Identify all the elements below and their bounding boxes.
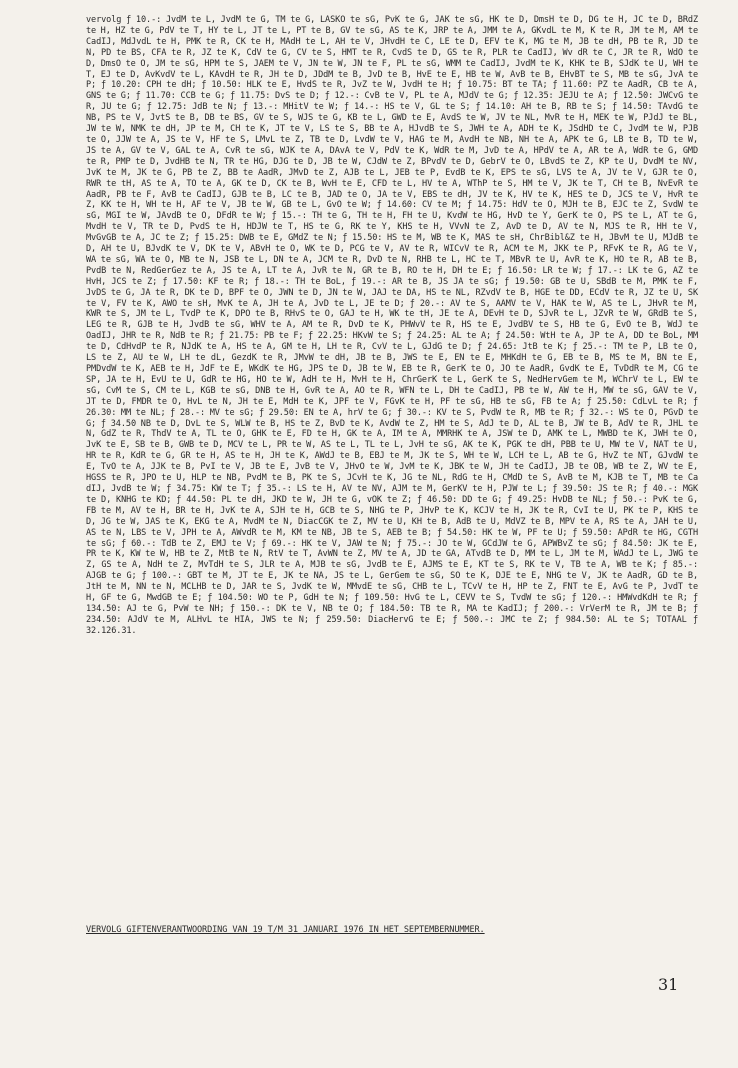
continuation-note: VERVOLG GIFTENVERANTWOORDING VAN 19 T/M 31 JANUARI 1976 IN HET SEPTEMBERNUMMER. [86,925,485,935]
donation-list-text: vervolg ƒ 10.-: JvdM te L, JvdM te G, TM te G, LASKO te sG, PvK te G, JAK te sG, HK te D, DmsH te D, DG te H, JC te D, BRdZ te H, HZ te G, PdV te T, HY te L, JT te L, PT te B, GV te sG, AS te K, JRP te A, JMM te A, GKvdL te M, K te R, JM te M, AM te CadIJ, MdJvdL te H, PMK te R, CK te H, MAdH te L, AH te V, JHvdH te C, LE te D, EFV te K, MG te M, JB te dH, PB te R, JD te N, PD te BS, CFA te R, JZ te K, CdV te G, CV te S, HMT te R, CvdS te D, GS te R, PLR te CadIJ, Wv dR te C, JR te R, WdO te D, DmsO te O, JM te sG, HPM te S, JAEM te V, JN te W, JN te F, PL te sG, WMM te CadIJ, JvdM te K, KHK te B, SJdK te U, WH te T, EJ te D, AvKvdV te L, KAvdH te R, JH te D, JDdM te B, JvD te B, HvE te E, HB te W, AvB te B, EHvBT te S, MB te sG, JvA te P; ƒ 10.20: CPH te dH; ƒ 10.50: HLK te E, HvdS te R, JvZ te W, JvdH te H; ƒ 10.75: BT te TA; ƒ 11.60: PZ te AadR, CB te A, GNS te G; ƒ 11.70: CCB te G; ƒ 11.75: DvS te D; ƒ 12.-: CvB te V, PL te A, MJdV te G; ƒ 12.35: JEJU te A; ƒ 12.50: JWCvG te R, JU te G; ƒ 12.75: JdB te N; ƒ 13.-: MHitV te W; ƒ 14.-: HS te V, GL te S; ƒ 14.10: AH te B, RB te S; ƒ 14.50: TAvdG te NB, PS te V, JvtS te B, DB te BS, GV te S, WJS te G, KB te L, GWD te E, AvdS te W, JV te NL, MvR te H, MEK te W, PJdJ te BL, JW te W, NMK te dH, JP te M, CH te K, JT te V, LS te S, BB te A, HJvdB te S, JWH te A, ADH te K, JSdHD te C, JvdM te W, PJB te O, JJW te A, JS te V, HF te S, LMvL te Z, TB te D, LvdW te V, HAG te M, AvdH te NB, NH te A, APK te G, LB te B, TD te W, JS te A, GV te V, GAL te A, CvR te sG, WJK te A, DAvA te V, PdV te K, WdR te M, JvD te A, HPdV te A, AR te A, WdR te G, GMD te R, PMP te D, JvdHB te N, TR te HG, DJG te D, JB te W, CJdW te Z, BPvdV te D, GebrV te O, LBvdS te Z, KP te U, DvdM te NV, JvK te M, JK te G, PB te Z, BB te AadR, JMvD te Z, AJB te L, JEB te P, EvdB te K, EPS te sG, LVS te A, JV te V, GJR te O, RWR te tH, AS te A, TO te A, GK te D, CK te B, WvH te E, CFD te L, HV te A, WThP te S, HM te V, JK te T, CH te B, NvEvR te AadR, PB te F, AvB te CadIJ, GJB te B, LC te B, JAD te O, JA te V, EBS te dH, JV te K, HV te K, HES te D, JCS te V, HvR te Z, KK te H, WH te H, AF te V, JB te W, GB te L, GvO te W; ƒ 14.60: CV te M; ƒ 14.75: HdV te O, MJH te B, EJC te Z, SvdW te sG, MGI te W, JAvdB te O, DFdR te W; ƒ 15.-: TH te G, TH te H, FH te U, KvdW te HG, HvD te Y, GerK te O, PS te L, AT te G, MvdH te V, TR te D, PvdS te H, HDJW te T, HS te G, RK te Y, KHS te H, VVvN te Z, AvD te D, AV te N, MJS te R, HH te V, MvGvGB te A, JC te Z; ƒ 15.25: DWB te E, GMdZ te N; ƒ 15.50: HS te M, WB te K, MAS te sH, ChrBibl&Z te H, JBvM te U, MJdB te D, AH te U, BJvdK te V, DK te V, ABvH te O, WK te D, PCG te V, AV te R, WICvV te R, ACM te M, JKK te P, RFvK te R, AG te V, WA te sG, WA te O, MB te N, JSB te L, DN te A, JCM te R, DvD te N, RHB te L, HC te T, MBvR te U, AvR te K, HO te R, AB te B, PvdB te N, RedGerGez te A, JS te A, LT te A, JvR te N, GR te B, RO te H, DH te E; ƒ 16.50: LR te W; ƒ 17.-: LK te G, AZ te HvH, JCS te Z; ƒ 17.50: KF te R; ƒ 18.-: TH te BoL, ƒ 19.-: AR te B, JS JA te sG; ƒ 19.50: GB te U, SBdB te M, PMK te F, JvDS te G, JA te R, DK te D, BPF te O, JWN te D, JN te W, JAJ te DA, HS te NL, RZvdV te B, HGE te DD, ECdV te R, JZ te U, SK te V, FV te K, AWO te sH, MvK te A, JH te A, JvD te L, JE te D; ƒ 20.-: AV te S, AAMV te V, HAK te W, AS te L, JHvR te M, KWR te S, JM te L, TvdP te K, DPO te B, RHvS te O, GAJ te H, WK te tH, JE te A, DEvH te D, SJvR te L, JZvR te W, GRdB te S, LEG te R, GJB te H, JvdB te sG, WHV te A, AM te R, DvD te K, PHWvV te R, HS te E, JvdBV te S, HB te G, EvO te B, WdJ te OadIJ, JHR te R, NdB te R; ƒ 21.75: PB te F; ƒ 22.25: HKvW te S; ƒ 24.25: AL te A; ƒ 24.50: WtH te A, JP te A, DD te BoL, MM te D, CdHvdP te R, NJdK te A, HS te A, GM te H, LH te R, CvV te L, GJdG te D; ƒ 24.65: JtB te K; ƒ 25.-: TM te P, LB te O, LS te Z, AU te W, LH te dL, GezdK te R, JMvW te dH, JB te B, JWS te E, EN te E, MHKdH te G, EB te B, MS te M, BN te E, PMDvdW te K, AEB te H, JdF te E, WKdK te HG, JPS te D, JB te W, EB te R, GerK te O, JO te AadR, GvdK te E, TvDdR te M, CG te SP, JA te H, EvU te U, GdR te HG, HO te W, AdH te H, MvH te H, ChrGerK te L, GerK te S, NedHervGem te M, WChrV te L, EW te sG, CvM te S, CM te L, KGB te sG, DNB te H, GvR te A, AO te R, WFN te L, DH te CadIJ, PB te W, AW te H, MW te sG, GAV te V, JT te D, FMDR te O, HvL te N, JH te E, MdH te K, JPF te V, FGvK te H, PF te sG, HB te sG, FB te A; ƒ 25.50: CdLvL te R; ƒ 26.30: MM te NL; ƒ 28.-: MV te sG; ƒ 29.50: EN te A, hrV te G; ƒ 30.-: KV te S, PvdW te R, MB te R; ƒ 32.-: WS te O, PGvD te G; ƒ 34.50 NB te D, DvL te S, WLW te B, HS te Z, BvD te K, AvdW te Z, HM te S, AdJ te D, AL te B, JW te B, AdV te R, JHL te N, GdZ te R, ThdV te A, TL te O, GHK te E, FD te H, GK te A, IM te A, MMRHK te A, JSW te D, AMK te L, MWBD te K, JWH te O, JvK te E, SB te B, GWB te D, MCV te L, PR te W, AS te L, TL te L, JvH te sG, AK te K, PGK te dH, PBB te U, MW te V, NAT te U, HR te R, KdR te G, GR te H, AS te H, JH te K, AWdJ te B, EBJ te M, JK te S, WH te W, LCH te L, AB te G, HvZ te NT, GJvdW te E, TvO te A, JJK te B, PvI te V, JB te E, JvB te V, JHvO te W, JvM te K, JBK te W, JH te CadIJ, JB te OB, WB te Z, WV te E, HGSS te R, JPO te U, HLP te NB, PvdM te B, PK te S, JCvH te K, JG te NL, RdG te H, CMdD te S, AvB te M, KJB te T, MB te Ca dIJ, JvdB te W; ƒ 34.75: KW te T; ƒ 35.-: LS te H, AV te NV, AJM te M, GerKV te H, PJW te L; ƒ 39.50: JS te R; ƒ 40.-: MGK te D, KNHG te KD; ƒ 44.50: PL te dH, JKD te W, JH te G, vOK te Z; ƒ 46.50: DD te G; ƒ 49.25: HvDB te NL; ƒ 50.-: PvK te G, FB te M, AV te H, BR te H, JvK te A, SJH te H, GCB te S, NHG te P, JHvP te K, KCJV te H, JK te R, CvI te U, PK te P, KHS te D, JG te W, JAS te K, EKG te A, MvdM te N, DiacCGK te Z, MV te U, KH te B, AdB te U, MdVZ te B, MPV te A, RS te A, JAH te U, AS te N, LBS te V, JPH te A, AWvdR te M, KM te NB, JB te S, AEB te B; ƒ 54.50: HK te W, PF te U; ƒ 59.50: APdR te HG, CGTH te sG; ƒ 60.-: TdB te Z, EMJ te V; ƒ 69.-: HK te V, JAW te N; ƒ 75.-: JO te W, GCdJW te G, APWBvZ te sG; ƒ 84.50: JK te E, PR te K, KW te W, HB te Z, MtB te N, RtV te T, AvWN te Z, MV te A, JD te GA, ATvdB te D, MM te L, JM te M, WAdJ te L, JWG te Z, GS te A, NdH te Z, MvTdH te S, JLR te A, MJB te sG, JvdB te E, AJMS te E, KT te S, RK te V, TB te A, WB te K; ƒ 85.-: AJGB te G; ƒ 100.-: GBT te M, JT te E, JK te NA, JS te L, GerGem te sG, SO te K, DJE te E, NHG te V, JK te AadR, GD te B, JtH te M, NN te N, MCLHB te D, JAR te S, JvdK te W, MMvdE te sG, CHB te L, TCvV te H, HP te Z, FNT te E, AvG te P, JvdT te H, GF te G, MwdGB te E; ƒ 104.50: WO te P, GdH te N; ƒ 109.50: HvG te L, CEVV te S, TvdW te sG; ƒ 120.-: HMWvdKdH te R; ƒ 134.50: AJ te G, PvW te NH; ƒ 150.-: DK te V, NB te O; ƒ 184.50: TB te R, MA te KadIJ; ƒ 200.-: VrVerM te R, JM te B; ƒ 234.50: AJdV te M, ALHvL te HIA, JWS te N; ƒ 259.50: DiacHervG te E; ƒ 500.-: JMC te Z; ƒ 984.50: AL te S; TOTAAL ƒ 32.126.31. [86,15,698,636]
page-number: 31 [658,975,679,994]
